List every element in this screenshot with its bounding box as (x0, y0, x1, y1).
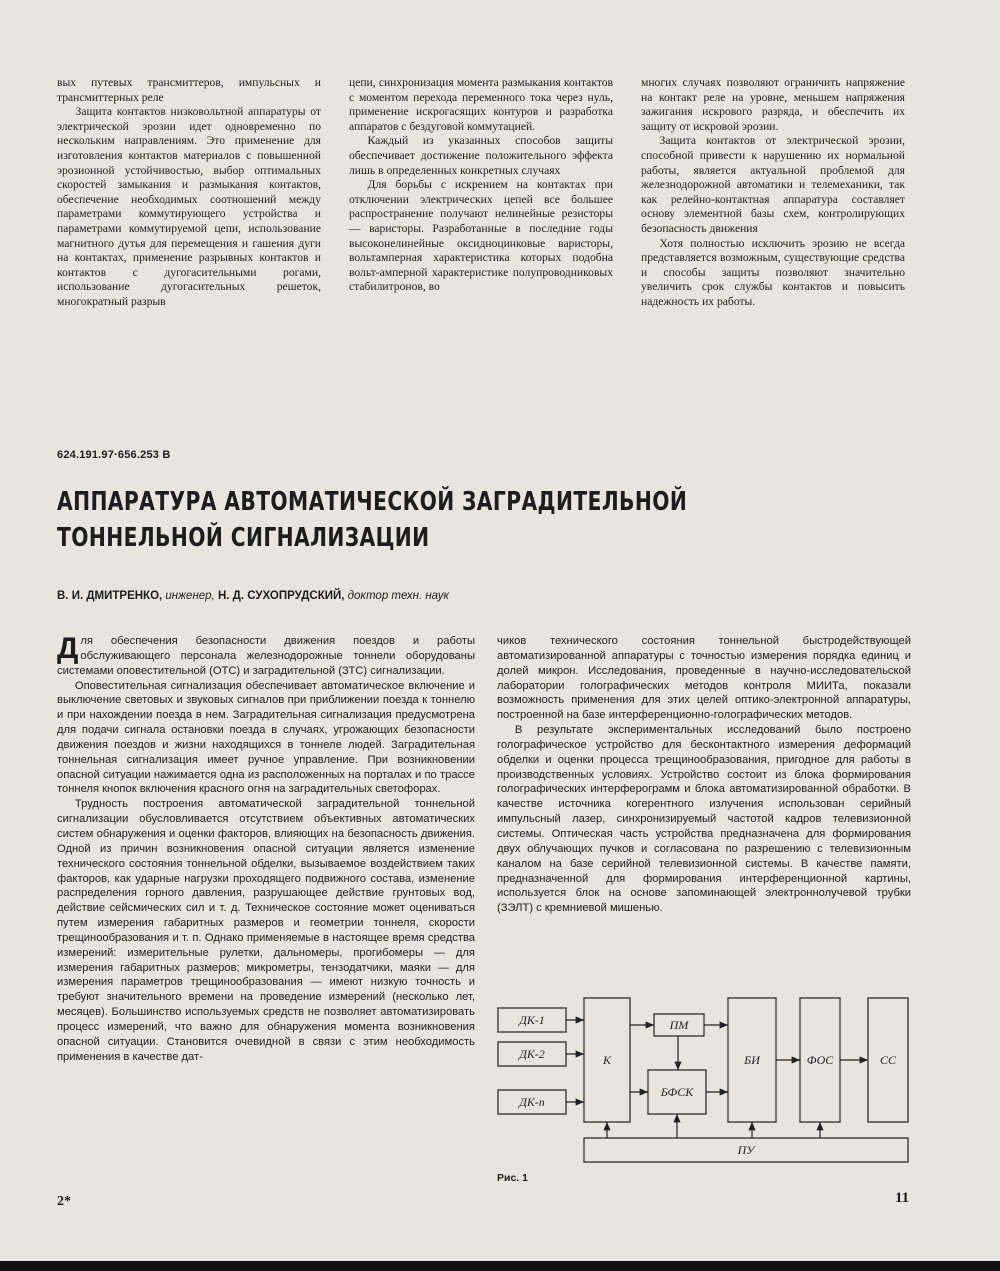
block-diagram-figure (488, 994, 918, 1169)
article-col1-paragraph (57, 797, 475, 1064)
article-title (57, 484, 688, 556)
author-1-role: инженер, (162, 590, 215, 602)
prev-article-col2-text: цепи, синхронизация момента размыкания контактов с моментом перехода переменного тока через нуль, применение искрогасящих контуров и разработка аппаратов с бездуговой коммутацией. (349, 76, 613, 133)
prev-article-col1-paragraph (57, 105, 321, 309)
block-k-label: К (603, 1053, 611, 1067)
prev-article-col1-paragraph (57, 76, 321, 105)
article-col2-text: В результате экспериментальных исследований было построено голографическое устройство для бесконтактного измерения деформаций обделки и оценки процесса трещинообразования, пригодное для работы в производственных условиях. Устройство состоит из блока формирования голографических интерферограмм и блока автоматизированной обработки. В качестве источника когерентного излучения использован серийный импульсный лазер, синхронизируемый частотой кадров телевизионной системы. Оптическая часть устройства предназначена для формирования двух облучающих пучков и согласована по разрешению с телевизионным каналом на базе серийной телевизионной системы. В качестве памяти, предназначенной для формирования интерференционной картины, используется блок на основе запоминающей электроннолучевой трубки (ЗЭЛТ) с кремниевой мишенью. (497, 724, 911, 915)
prev-article-col2-text: Каждый из указанных способов защиты обеспечивает достижение положительного эффекта лишь в определенных конкретных случаях (349, 134, 613, 177)
block-pm-label: ПМ (669, 1018, 689, 1032)
block-dk2-label: ДК-2 (519, 1047, 545, 1061)
article-col1-text: Оповестительная сигнализация обеспечивает автоматическое включение и выключение световых и звуковых сигналов при приближении поезда к тоннелю и при нахождении поезда в нем. Заградительная сигнализация предусмотрена для подачи сигнала остановки поезда в случаях, угрожающих безопасности движения поездов и жизни находящихся в тоннеле людей. Заградительная тоннельная сигнализация имеет ручное управление. При возникновении опасной ситуации нажимается одна из расположенных на порталах и по трассе тоннеля кнопок включения красного огня на заградительных светофорах. (57, 679, 475, 796)
block-pu-label: ПУ (737, 1143, 755, 1157)
prev-article-col3-text: многих случаях позволяют ограничить напряжение на контакт реле на уровне, меньшем напряжения зажигания искрового разряда, и обеспечить их защиту от искровой эрозии. (641, 76, 905, 133)
drop-cap: Д (57, 634, 79, 665)
block-fos-label: ФОС (806, 1053, 834, 1067)
block-dk1-label: ДК-1 (519, 1013, 545, 1027)
prev-article-column-1 (57, 76, 321, 376)
block-dkn-label: ДК-n (519, 1095, 545, 1109)
article-body-column-2 (497, 634, 911, 984)
page-bottom-edge (0, 1261, 1000, 1271)
prev-article-col3-paragraph (641, 134, 905, 236)
article-col2-text: чиков технического состояния тоннельной быстродействующей автоматизированной аппаратуры с точностью измерения порядка единиц и долей микрон. Исследования, проведенные в научно-исследовательской лаборатории голографических методов контроля МИИТа, показали возможность применения для этих целей оптико-электронной аппаратуры, построенной на базе интерференционно-голографических методов. (497, 635, 911, 722)
signature-mark: 2* (57, 1194, 71, 1209)
figure-caption: Рис. 1 (497, 1172, 528, 1184)
prev-article-col3-paragraph (641, 237, 905, 310)
block-ss-label: СС (879, 1053, 897, 1067)
article-title-line-2: ТОННЕЛЬНОЙ СИГНАЛИЗАЦИИ (57, 523, 430, 553)
article-col1-paragraph (57, 679, 475, 798)
prev-article-col2-paragraph (349, 134, 613, 178)
article-col2-paragraph (497, 634, 911, 723)
article-title-line-1: АППАРАТУРА АВТОМАТИЧЕСКОЙ ЗАГРАДИТЕЛЬНОЙ (57, 487, 688, 517)
author-2-name: Н. Д. СУХОПРУДСКИЙ, (214, 590, 345, 602)
author-1-name: В. И. ДМИТРЕНКО, (57, 590, 163, 602)
prev-article-col2-paragraph (349, 76, 613, 134)
prev-article-column-3 (641, 76, 905, 376)
udc-code: 624.191.97·656.253 В (57, 449, 171, 461)
article-authors (57, 590, 449, 602)
prev-article-col3-text: Защита контактов от электрической эрозии, способной привести к нарушению их нормальной работы, является актуальной проблемой для железнодорожной автоматики и телемеханики, так как релейно-контактная аппаратура составляет основу элементной базы схем, контролирующих безопасность движения (641, 134, 905, 235)
article-col1-paragraph (57, 634, 475, 679)
prev-article-col1-text: вых путевых трансмиттеров, импульсных и трансмиттерных реле (57, 76, 321, 104)
article-col2-paragraph (497, 723, 911, 916)
block-bfsk-label: БФСК (660, 1085, 694, 1099)
page-number: 11 (895, 1190, 910, 1206)
prev-article-column-2 (349, 76, 613, 376)
article-col1-text: Трудность построения автоматической заградительной тоннельной сигнализации обусловливается отсутствием объективных автоматических систем обнаружения и оценки факторов, влияющих на безопасность движения. Одной из причин возникновения опасной ситуации является изменение технического состояния тоннельной обделки, вызываемое воздействием таких факторов, как ударные нагрузки проходящего подвижного состава, изменение распределения горного давления, разрушающее действие грунтовых вод, действие сейсмических сил и т. д. Техническое состояние может оцениваться путем измерения габаритных размеров и геометрии тоннеля, скорости трещинообразования и т. п. Однако применяемые в настоящее время средства измерений: измерительные рулетки, дальномеры, прогибомеры — для измерения габаритных размеров; микрометры, тензодатчики, маяки — для измерения параметров трещинообразования — имеют низкую точность и требуют значительного времени на проведение измерений (несколько лет, месяцев). Большинство используемых средств не позволяет автоматизировать процесс измерений, что важно для обнаружения момента возникновения опасной ситуации. Становится очевидной в связи с этим необходимость применения в качестве дат- (57, 798, 475, 1063)
prev-article-col3-paragraph (641, 76, 905, 134)
prev-article-col2-paragraph (349, 178, 613, 295)
author-2-role: доктор техн. наук (344, 590, 449, 602)
prev-article-col2-text: Для борьбы с искрением на контактах при отключении электрических цепей все большее распространение получают нелинейные резисторы — варисторы. Разработанные в последние годы высоконелинейные оксидноцинковые варисторы, вольтамперная характеристика которых подобна вольт-амперной характеристике полупроводниковых стабилитронов, во (349, 178, 613, 294)
prev-article-col3-text: Хотя полностью исключить эрозию не всегда представляется возможным, существующие средства и способы защиты позволяют значительно увеличить срок службы контактов и повысить надежность их работы. (641, 236, 905, 308)
article-col1-text: ля обеспечения безопасности движения поездов и работы обслуживающего персонала железнодорожные тоннели оборудованы системами оповестительной (ОТС) и заградительной (ЗТС) сигнализации. (57, 635, 475, 677)
article-body-column-1 (57, 634, 475, 1186)
prev-article-col1-text: Защита контактов низковольтной аппаратуры от электрической эрозии идет одновременно по нескольким направлениям. Это применение для изготовления контактов материалов с повышенной эрозионной устойчивостью, выбор оптимальных скоростей замыкания и размыкания контактов, обеспечение необходимых соотношений между параметрами коммутирующего устройства и параметрами коммутируемой цепи, использование магнитного дутья для перемещения и гашения дуги на контактах, применение разрывных контактов и контактов с дугогасительными рогами, использование дугогасительных решеток, многократный разрыв (57, 105, 321, 308)
block-bi-label: БИ (744, 1053, 760, 1067)
